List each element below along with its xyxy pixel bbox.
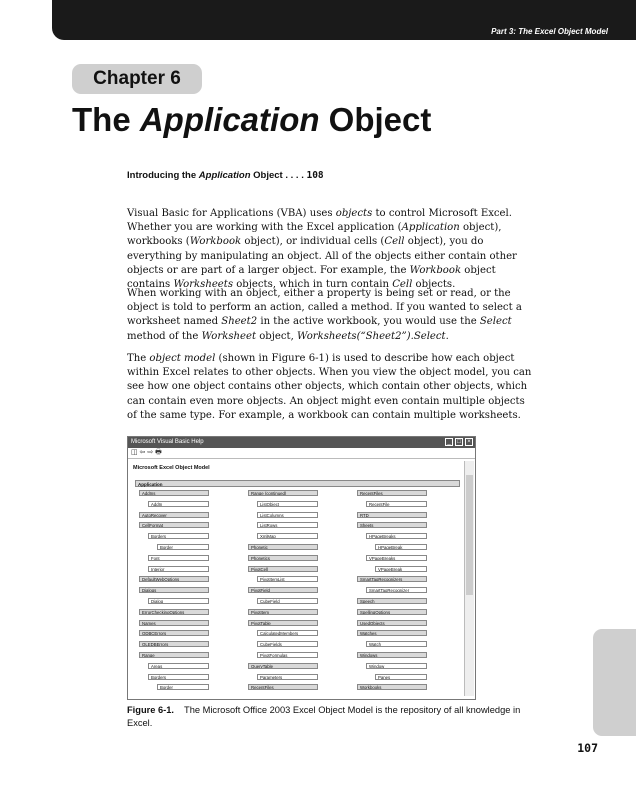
object-node[interactable]: CubeField bbox=[257, 598, 318, 604]
vertical-scrollbar[interactable] bbox=[464, 461, 474, 696]
paragraph-2: When working with an object, either a property is being set or read, or the object is told to perform an action, called a method. If you wanted to select a worksheet named Sheet2 in the active workbook, you would use the Select method of the Worksheet object, Worksheets(“Sheet2”).Select. bbox=[127, 288, 522, 342]
object-node[interactable]: OLEDBErrors bbox=[139, 641, 209, 647]
toc-entry[interactable]: Introducing the Application Object . . . . 108 bbox=[127, 170, 324, 181]
paragraph-1: Visual Basic for Applications (VBA) uses objects to control Microsoft Excel. Whether you are working with the Excel application (Application object), workbooks (Workbook object), or individual cells (Cell object), you do everything by manipulating an object. All of the objects either contain other objects or are part of a larger object. For example, the Workbook object contains Worksheets objects, which in turn contain Cell objects. bbox=[127, 208, 517, 291]
object-node[interactable]: VPageBreaks bbox=[366, 555, 427, 561]
object-node[interactable]: ListRows bbox=[257, 522, 318, 528]
object-node[interactable]: PivotItemList bbox=[257, 576, 318, 582]
object-node[interactable]: PivotItem bbox=[248, 609, 318, 615]
object-node[interactable]: Watches bbox=[357, 630, 427, 636]
paragraph-3: The object model (shown in Figure 6-1) is used to describe how each object within Excel relates to other objects. When you view the object model, you can see how one object contains other objects, which contain other objects, which can contain even more objects. An object might even contain multiple objects of the same type. For example, a workbook can contain multiple worksheets. bbox=[127, 353, 532, 421]
object-node[interactable]: Areas bbox=[148, 663, 209, 669]
object-node[interactable]: VPageBreak bbox=[375, 566, 427, 572]
object-node[interactable]: ODBCErrors bbox=[139, 630, 209, 636]
object-node[interactable]: QueryTable bbox=[248, 663, 318, 669]
object-node[interactable]: Watch bbox=[366, 641, 427, 647]
object-node[interactable]: XmlMap bbox=[257, 533, 318, 539]
object-node[interactable]: Names bbox=[139, 620, 209, 626]
help-toolbar[interactable]: ◫ ⇦ ⇨ 🖶 bbox=[128, 448, 475, 459]
object-node[interactable]: PivotTable bbox=[248, 620, 318, 626]
thumb-tab bbox=[593, 629, 636, 736]
object-node[interactable]: RecentFile bbox=[366, 501, 427, 507]
object-node[interactable]: Parameters bbox=[257, 674, 318, 680]
running-head: Part 3: The Excel Object Model bbox=[491, 27, 608, 36]
chapter-title: The Application Object bbox=[72, 101, 432, 138]
object-node[interactable]: HPageBreaks bbox=[366, 533, 427, 539]
object-node[interactable]: PivotFormulas bbox=[257, 652, 318, 658]
object-node[interactable]: UsedObjects bbox=[357, 620, 427, 626]
object-node[interactable]: Dialog bbox=[148, 598, 209, 604]
minimize-icon[interactable]: _ bbox=[445, 438, 453, 446]
close-icon[interactable]: × bbox=[465, 438, 473, 446]
figure-label: Figure 6-1. bbox=[127, 705, 175, 715]
object-node[interactable]: CellFormat bbox=[139, 522, 209, 528]
scroll-thumb[interactable] bbox=[466, 475, 473, 595]
object-node[interactable]: Phonetic bbox=[248, 544, 318, 550]
object-node[interactable]: RecentFiles bbox=[357, 490, 427, 496]
object-node[interactable]: DefaultWebOptions bbox=[139, 576, 209, 582]
object-node[interactable]: Interior bbox=[148, 566, 209, 572]
figure-screenshot bbox=[127, 436, 476, 700]
object-node[interactable]: SmartTagRecognizers bbox=[357, 576, 427, 582]
object-node[interactable]: Sheets bbox=[357, 522, 427, 528]
diagram-heading: Microsoft Excel Object Model bbox=[133, 465, 210, 471]
object-node[interactable]: Panes bbox=[375, 674, 427, 680]
application-node[interactable]: Application bbox=[135, 480, 460, 487]
object-node[interactable]: Window bbox=[366, 663, 427, 669]
object-node[interactable]: Dialogs bbox=[139, 587, 209, 593]
page-number: 107 bbox=[577, 741, 598, 755]
object-node[interactable]: Range bbox=[139, 652, 209, 658]
object-node[interactable]: CalculatedMembers bbox=[257, 630, 318, 636]
object-node[interactable]: Speech bbox=[357, 598, 427, 604]
figure-caption: Figure 6-1. The Microsoft Office 2003 Excel Object Model is the repository of all knowledge in Excel. bbox=[127, 705, 521, 728]
object-node[interactable]: SmartTagRecognizer bbox=[366, 587, 427, 593]
maximize-icon[interactable]: □ bbox=[455, 438, 463, 446]
object-node[interactable]: ListObject bbox=[257, 501, 318, 507]
object-node[interactable]: CubeFields bbox=[257, 641, 318, 647]
object-node[interactable]: PivotCell bbox=[248, 566, 318, 572]
chapter-label: Chapter 6 bbox=[72, 64, 202, 94]
object-node[interactable]: Phonetics bbox=[248, 555, 318, 561]
window-title: Microsoft Visual Basic Help bbox=[131, 439, 204, 445]
object-node[interactable]: Border bbox=[157, 544, 209, 550]
object-node[interactable]: Windows bbox=[357, 652, 427, 658]
object-node[interactable]: Range (continued) bbox=[248, 490, 318, 496]
help-window-titlebar bbox=[128, 437, 475, 448]
object-node[interactable]: SpellingOptions bbox=[357, 609, 427, 615]
running-head-bar bbox=[52, 0, 636, 40]
object-node[interactable]: Borders bbox=[148, 533, 209, 539]
object-node[interactable]: HPageBreak bbox=[375, 544, 427, 550]
object-node[interactable]: PivotField bbox=[248, 587, 318, 593]
object-node[interactable]: AddIn bbox=[148, 501, 209, 507]
object-node[interactable]: Borders bbox=[148, 674, 209, 680]
object-node[interactable]: ListColumns bbox=[257, 512, 318, 518]
object-node[interactable]: RTD bbox=[357, 512, 427, 518]
object-node[interactable]: AutoRecover bbox=[139, 512, 209, 518]
object-node[interactable]: Border bbox=[157, 684, 209, 690]
object-node[interactable]: Workbooks bbox=[357, 684, 427, 690]
object-node[interactable]: AddIns bbox=[139, 490, 209, 496]
object-model-diagram bbox=[131, 461, 463, 696]
object-node[interactable]: Font bbox=[148, 555, 209, 561]
object-node[interactable]: RecentFiles bbox=[248, 684, 318, 690]
object-node[interactable]: ErrorCheckingOptions bbox=[139, 609, 209, 615]
